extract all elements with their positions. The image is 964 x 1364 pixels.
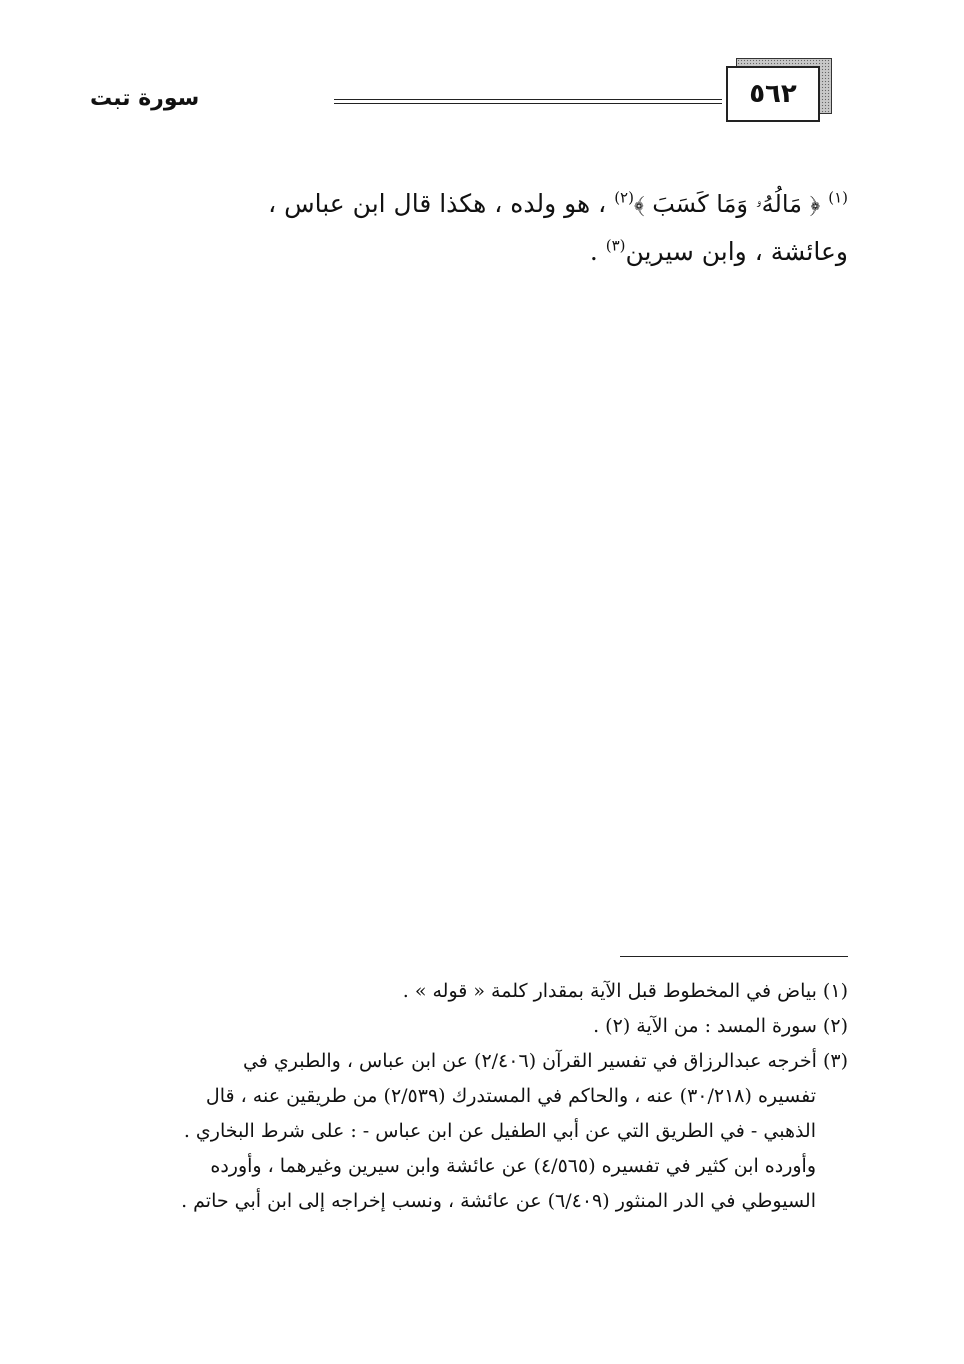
footnote-3-line-2: تفسيره (٣٠/٢١٨) عنه ، والحاكم في المستدرك (٢/٥٣٩) من طريقين عنه ، قال [205, 1085, 816, 1107]
footnote-1: (١) بياض في المخطوط قبل الآية بمقدار كلمة « قوله » . [402, 980, 848, 1002]
main-line-1-text: ، هو ولده ، هكذا قال ابن عباس ، [268, 189, 607, 218]
footnote-separator [620, 956, 848, 957]
footnote-ref-3: (٣) [605, 236, 626, 255]
footnote-ref-1: (١) [828, 188, 848, 207]
footnotes [108, 974, 848, 1219]
page-number: ٥٦٢ [726, 66, 820, 122]
quran-verse: ﴿ مَالُهُۥ وَمَا كَسَبَ ﴾ [633, 190, 821, 218]
header-rule [334, 99, 722, 104]
footnote-2: (٢) سورة المسد : من الآية (٢) . [593, 1015, 848, 1037]
surah-title: سورة تبت [90, 86, 200, 111]
main-line-2-text: وعائشة ، وابن سيرين [625, 237, 848, 266]
main-text [108, 180, 848, 276]
footnote-3-line-4: وأورده ابن كثير في تفسيره (٤/٥٦٥) عن عائشة وابن سيرين وغيرهما ، وأورده [210, 1155, 816, 1177]
footnote-3-line-3: الذهبي - في الطريق التي عن أبي الطفيل عن ابن عباس - : على شرط البخاري . [183, 1120, 816, 1142]
footnote-3-line-1: (٣) أخرجه عبدالرزاق في تفسير القرآن (٢/٤٠٦) عن ابن عباس ، والطبري في [242, 1050, 848, 1072]
footnote-ref-2: (٢) [614, 188, 634, 207]
main-line-1 [108, 180, 848, 228]
main-line-2 [108, 228, 848, 276]
main-line-2-end: . [589, 237, 598, 266]
footnote-3-line-5: السيوطي في الدر المنثور (٦/٤٠٩) عن عائشة ، ونسب إخراجه إلى ابن أبي حاتم . [181, 1190, 816, 1212]
